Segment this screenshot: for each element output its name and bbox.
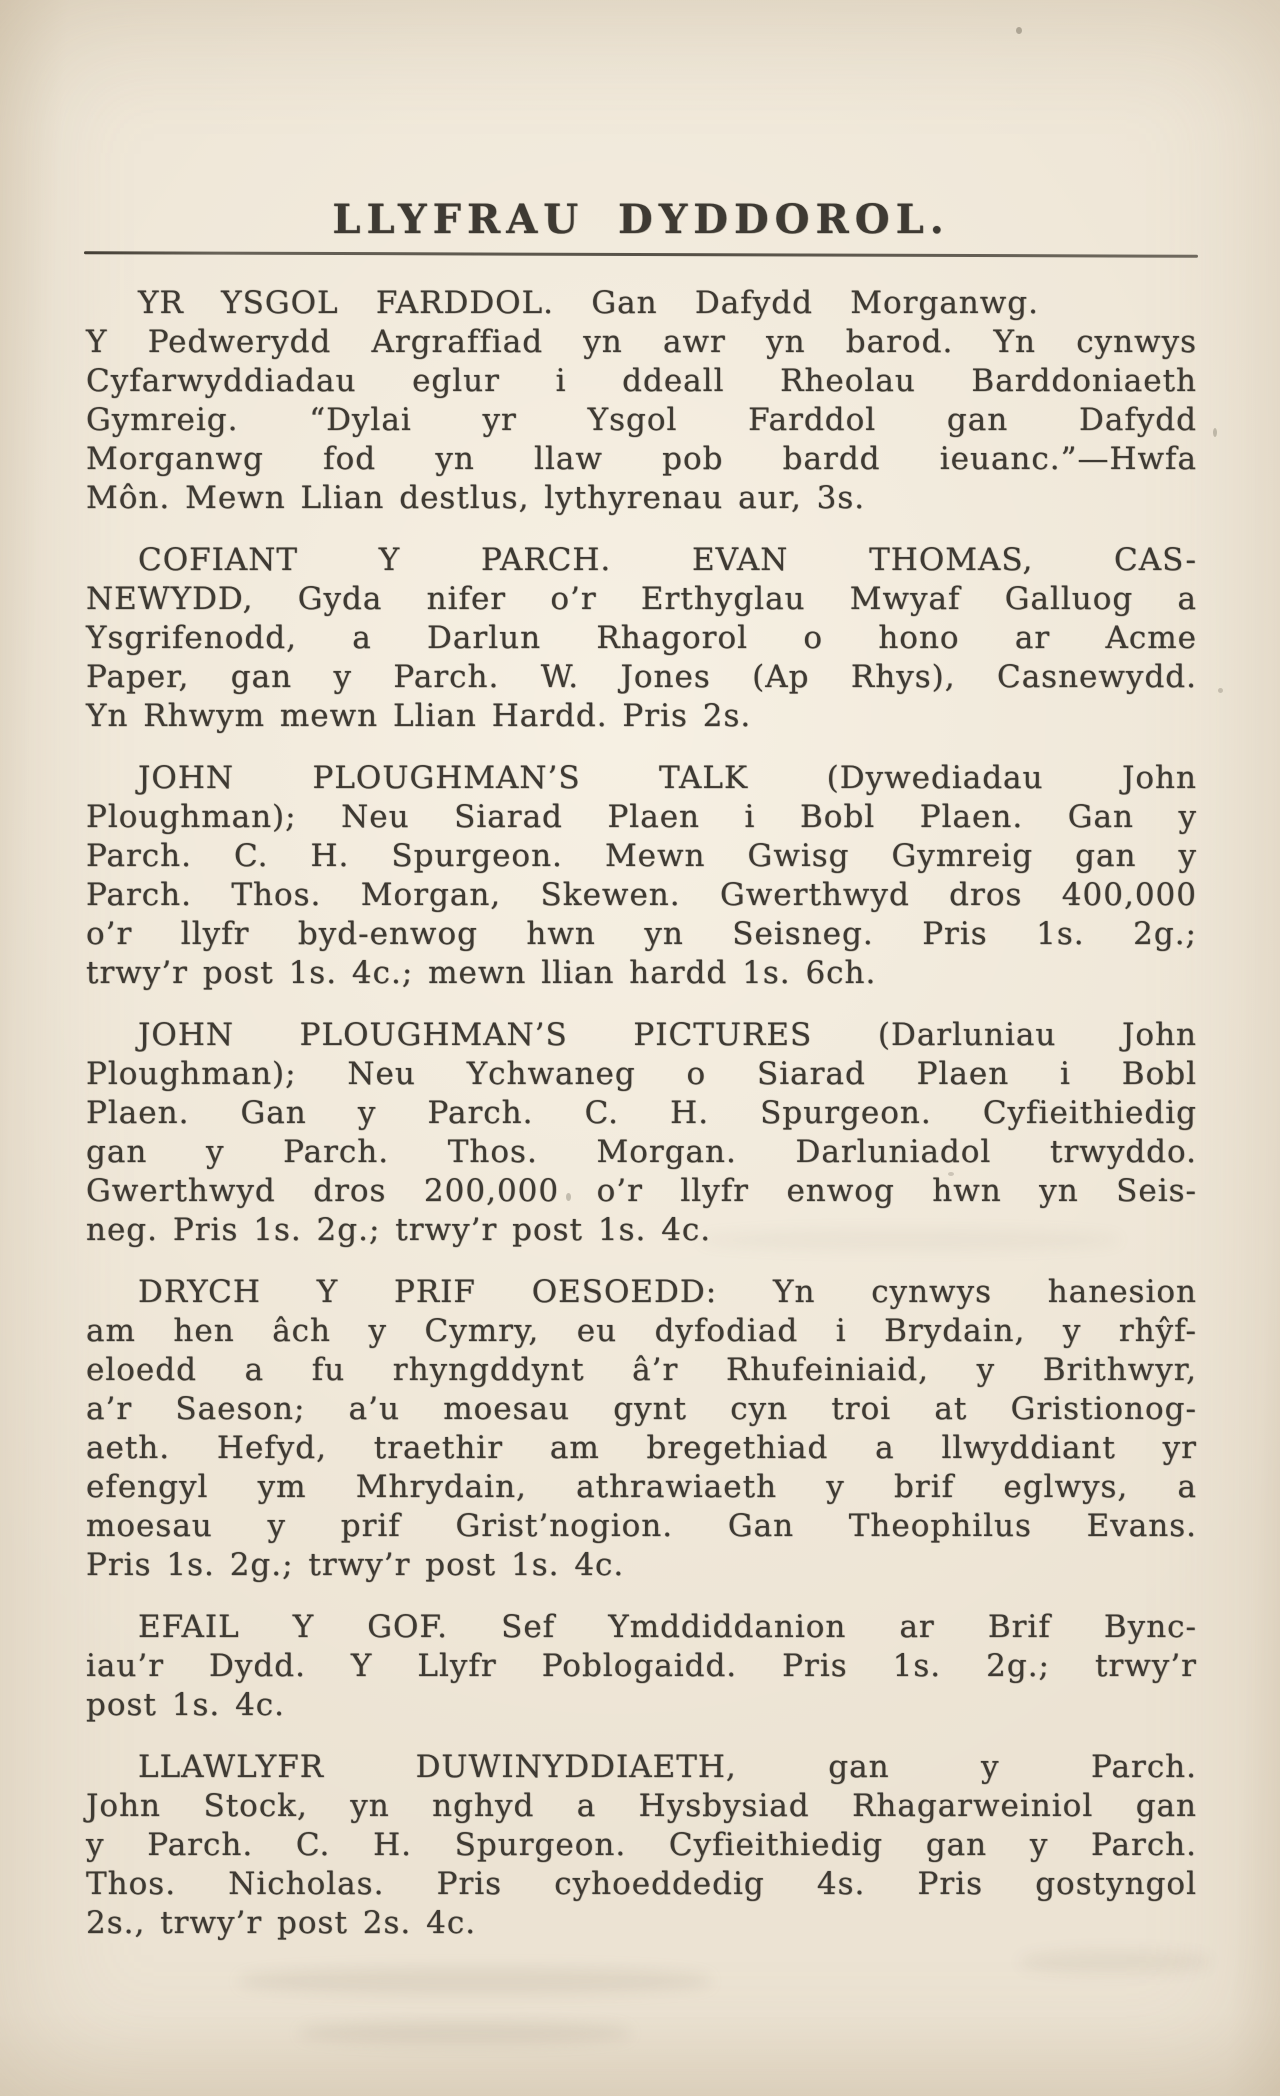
page-title: LLYFRAU DYDDOROL. bbox=[332, 196, 950, 243]
text-line: COFIANT Y PARCH. EVAN THOMAS, CAS- bbox=[138, 542, 1197, 578]
ink-speck bbox=[948, 1172, 954, 1176]
text-line: Y Pedwerydd Argraffiad yn awr yn barod. Yn cynwys bbox=[86, 324, 1197, 360]
text-line: Pris 1s. 2g.; trwy’r post 1s. 4c. bbox=[86, 1547, 625, 1583]
text-line: Môn. Mewn Llian destlus, lythyrenau aur, 3s. bbox=[86, 480, 866, 516]
text-line: JOHN PLOUGHMAN’S PICTURES (Darluniau John bbox=[138, 1017, 1197, 1053]
text-line: moesau y prif Grist’nogion. Gan Theophilus Evans. bbox=[86, 1508, 1197, 1544]
show-through-smudge bbox=[700, 1230, 1120, 1250]
text-line: LLAWLYFR DUWINYDDIAETH, gan y Parch. bbox=[138, 1749, 1197, 1785]
ink-speck bbox=[1213, 428, 1217, 437]
text-line: y Parch. C. H. Spurgeon. Cyfieithiedig gan y Parch. bbox=[86, 1827, 1197, 1863]
show-through-smudge bbox=[240, 1968, 710, 1994]
text-line: JOHN PLOUGHMAN’S TALK (Dywediadau John bbox=[138, 760, 1197, 796]
text-line: DRYCH Y PRIF OESOEDD: Yn cynwys hanesion bbox=[138, 1274, 1197, 1310]
text-line: Morganwg fod yn llaw pob bardd ieuanc.”—Hwfa bbox=[86, 441, 1197, 477]
text-line: a’r Saeson; a’u moesau gynt cyn troi at Gristionog- bbox=[86, 1391, 1197, 1427]
text-line: NEWYDD, Gyda nifer o’r Erthyglau Mwyaf Galluog a bbox=[86, 581, 1197, 617]
paragraph-llawlyfr-duwinyddiaeth bbox=[86, 1748, 1197, 1943]
text-line: o’r llyfr byd-enwog hwn yn Seisneg. Pris 1s. 2g.; bbox=[86, 916, 1197, 952]
text-line: efengyl ym Mhrydain, athrawiaeth y brif eglwys, a bbox=[86, 1469, 1197, 1505]
text-line: Gwerthwyd dros 200,000 o’r llyfr enwog hwn yn Seis- bbox=[86, 1173, 1197, 1209]
text-line: gan y Parch. Thos. Morgan. Darluniadol trwyddo. bbox=[86, 1134, 1197, 1170]
paragraph-john-ploughmans-talk bbox=[86, 759, 1197, 993]
text-line: Ploughman); Neu Siarad Plaen i Bobl Plaen. Gan y bbox=[86, 799, 1197, 835]
book-list bbox=[86, 284, 1197, 1966]
text-line: am hen âch y Cymry, eu dyfodiad i Brydain, y rhŷf- bbox=[86, 1313, 1197, 1349]
text-line: iau’r Dydd. Y Llyfr Poblogaidd. Pris 1s. 2g.; trwy’r bbox=[86, 1648, 1197, 1684]
paragraph-efail-y-gof bbox=[86, 1608, 1197, 1725]
text-line: Plaen. Gan y Parch. C. H. Spurgeon. Cyfieithiedig bbox=[86, 1095, 1197, 1131]
text-line: Yn Rhwym mewn Llian Hardd. Pris 2s. bbox=[86, 698, 752, 734]
text-line: YR YSGOL FARDDOL. Gan Dafydd Morganwg. bbox=[138, 285, 1039, 321]
text-line: Paper, gan y Parch. W. Jones (Ap Rhys), Casnewydd. bbox=[86, 659, 1197, 695]
show-through-smudge bbox=[300, 2022, 630, 2044]
text-line: Parch. Thos. Morgan, Skewen. Gwerthwyd dros 400,000 bbox=[86, 877, 1197, 913]
text-line: EFAIL Y GOF. Sef Ymddiddanion ar Brif Bync- bbox=[138, 1609, 1197, 1645]
text-line: aeth. Hefyd, traethir am bregethiad a llwyddiant yr bbox=[86, 1430, 1197, 1466]
ink-speck bbox=[1218, 688, 1223, 693]
text-line: post 1s. 4c. bbox=[86, 1687, 286, 1723]
ink-speck bbox=[1016, 27, 1022, 34]
title-rule bbox=[84, 251, 1198, 257]
text-line: Cyfarwyddiadau eglur i ddeall Rheolau Barddoniaeth bbox=[86, 363, 1197, 399]
text-line: Ploughman); Neu Ychwaneg o Siarad Plaen i Bobl bbox=[86, 1056, 1197, 1092]
text-line: eloedd a fu rhyngddynt â’r Rhufeiniaid, y Brithwyr, bbox=[86, 1352, 1197, 1388]
paragraph-john-ploughmans-pictures bbox=[86, 1016, 1197, 1250]
text-line: 2s., trwy’r post 2s. 4c. bbox=[86, 1905, 477, 1941]
text-line: neg. Pris 1s. 2g.; trwy’r post 1s. 4c. bbox=[86, 1212, 712, 1248]
show-through-smudge bbox=[1020, 1950, 1210, 1974]
text-line: trwy’r post 1s. 4c.; mewn llian hardd 1s. 6ch. bbox=[86, 955, 877, 991]
text-line: Thos. Nicholas. Pris cyhoeddedig 4s. Pris gostyngol bbox=[86, 1866, 1197, 1902]
paragraph-drych-y-prif-oesoedd bbox=[86, 1273, 1197, 1585]
ink-speck bbox=[566, 1193, 571, 1201]
text-line: Ysgrifenodd, a Darlun Rhagorol o hono ar Acme bbox=[86, 620, 1197, 656]
paragraph-cofiant-y-parch-evan-thomas bbox=[86, 541, 1197, 736]
paragraph-yr-ysgol-farddol bbox=[86, 284, 1197, 518]
text-line: John Stock, yn nghyd a Hysbysiad Rhagarweiniol gan bbox=[86, 1788, 1197, 1824]
text-line: Gymreig. “Dylai yr Ysgol Farddol gan Dafydd bbox=[86, 402, 1197, 438]
text-line: Parch. C. H. Spurgeon. Mewn Gwisg Gymreig gan y bbox=[86, 838, 1197, 874]
